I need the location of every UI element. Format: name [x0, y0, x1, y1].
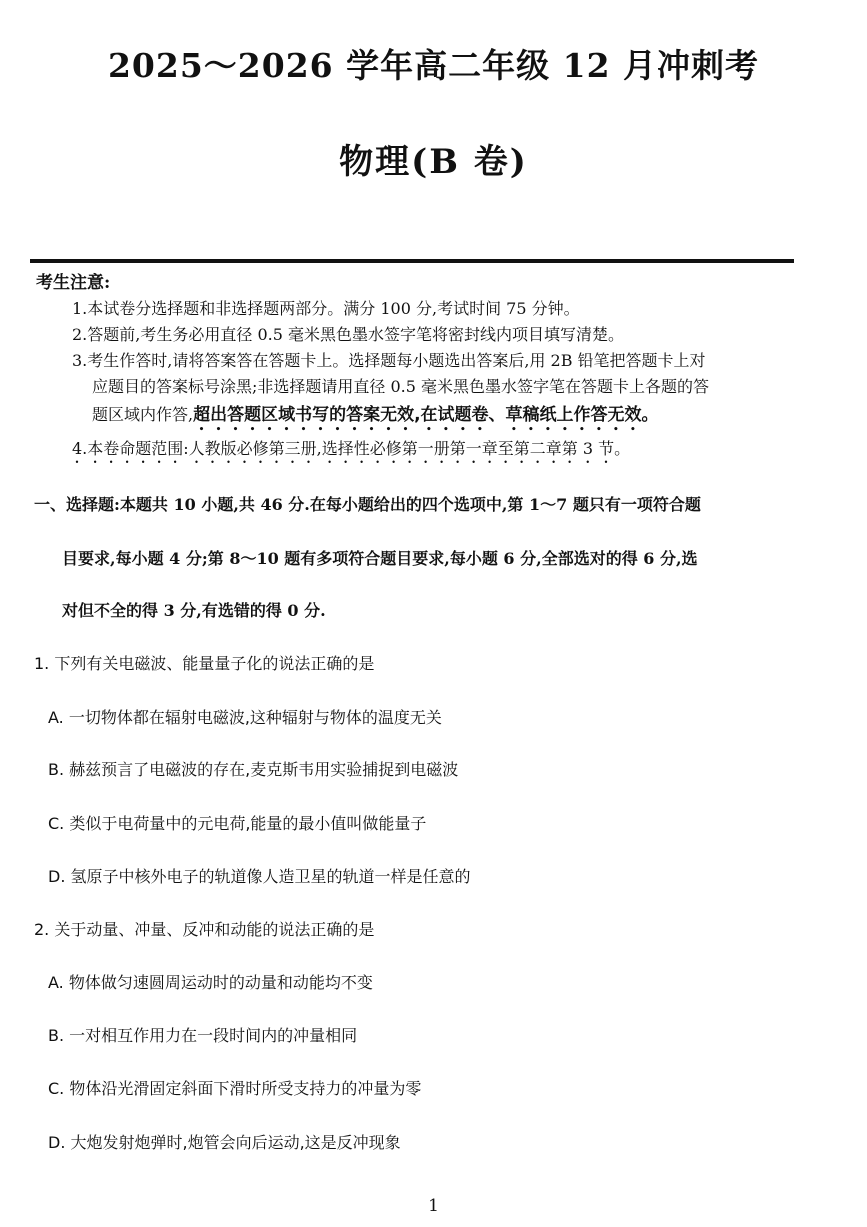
question-2-option-d: D. 大炮发射炮弹时,炮管会向后运动,这是反冲现象	[48, 1133, 401, 1152]
exam-subtitle: 物理(B 卷)	[339, 142, 528, 182]
question-2-option-b: B. 一对相互作用力在一段时间内的冲量相同	[48, 1026, 358, 1045]
notice-item-1: 1.本试卷分选择题和非选择题两部分。满分 100 分,考试时间 75 分钟。	[72, 299, 580, 318]
question-1-stem: 1. 下列有关电磁波、能量量子化的说法正确的是	[34, 654, 375, 673]
notice-item-2: 2.答题前,考生务必用直径 0.5 毫米黑色墨水签字笔将密封线内项目填写清楚。	[72, 325, 624, 344]
question-2-stem: 2. 关于动量、冲量、反冲和动能的说法正确的是	[34, 920, 375, 939]
section-instructions-line-1: 一、选择题:本题共 10 小题,共 46 分.在每小题给出的四个选项中,第 1～7 题只有一项符合题	[34, 495, 701, 514]
exam-title: 2025～2026 学年高二年级 12 月冲刺考	[107, 46, 760, 85]
section-instructions-line-2: 目要求,每小题 4 分;第 8～10 题有多项符合题目要求,每小题 6 分,全部选对的得 6 分,选	[62, 549, 698, 568]
notice-item-4	[72, 436, 796, 467]
page-number: 1	[428, 1196, 439, 1216]
header-divider	[30, 259, 794, 263]
question-1-option-c: C. 类似于电荷量中的元电荷,能量的最小值叫做能量子	[48, 814, 427, 833]
question-1-option-a: A. 一切物体都在辐射电磁波,这种辐射与物体的温度无关	[48, 708, 442, 727]
question-1-option-b: B. 赫兹预言了电磁波的存在,麦克斯韦用实验捕捉到电磁波	[48, 760, 459, 779]
notice-item-3-line-1: 3.考生作答时,请将答案答在答题卡上。选择题每小题选出答案后,用 2B 铅笔把答题卡上对	[72, 351, 706, 370]
notice-item-4-text: 4.本卷命题范围:人教版必修第三册,选择性必修第一册第一章至第二章第 3 节。	[72, 439, 631, 458]
question-2-option-a: A. 物体做匀速圆周运动时的动量和动能均不变	[48, 973, 373, 992]
notice-item-3-plain: 题区域内作答,	[92, 405, 194, 424]
notice-item-3-line-2: 应题目的答案标号涂黑;非选择题请用直径 0.5 毫米黑色墨水签字笔在答题卡上各题的答	[92, 377, 710, 396]
notice-item-3-emphasis: 超出答题区域书写的答案无效,在试题卷、草稿纸上作答无效。	[193, 405, 659, 425]
notice-heading: 考生注意:	[36, 273, 111, 293]
question-2-option-c: C. 物体沿光滑固定斜面下滑时所受支持力的冲量为零	[48, 1079, 422, 1098]
question-1-option-d: D. 氢原子中核外电子的轨道像人造卫星的轨道一样是任意的	[48, 867, 471, 886]
section-instructions-line-3: 对但不全的得 3 分,有选错的得 0 分.	[62, 601, 326, 620]
notice-item-3-line-3	[92, 402, 796, 435]
